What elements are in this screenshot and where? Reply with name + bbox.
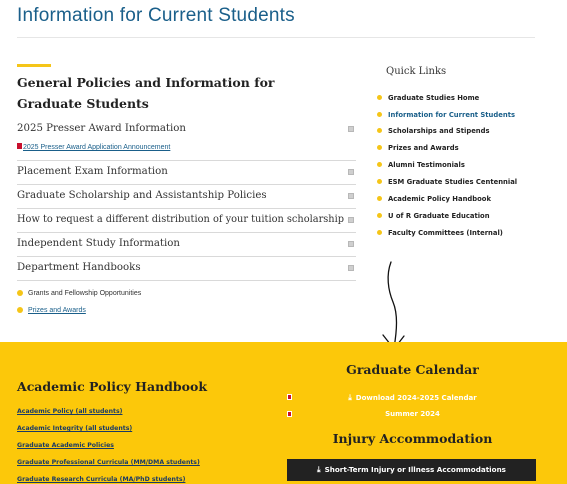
quick-link-alumni[interactable]: [377, 161, 465, 169]
download-calendar-link[interactable]: [288, 393, 537, 403]
accordion-item-label: Independent Study Information: [17, 238, 180, 249]
bullet-icon: [377, 128, 382, 133]
bullet-icon: [377, 179, 382, 184]
download-icon: ⤓: [348, 393, 352, 402]
policy-link-academic-policy[interactable]: Academic Policy (all students): [17, 408, 123, 415]
quick-link-label: U of R Graduate Education: [388, 212, 490, 220]
heading-accent-bar: [17, 64, 51, 67]
bullet-icon: [377, 162, 382, 167]
quick-link-label: Graduate Studies Home: [388, 94, 480, 102]
bullet-icon: [377, 230, 382, 235]
quick-link-label: Faculty Committees (Internal): [388, 229, 503, 237]
accordion-item-label: Placement Exam Information: [17, 166, 168, 177]
quick-link-ur-graduate-education[interactable]: [377, 212, 490, 220]
academic-policy-heading: Academic Policy Handbook: [17, 379, 207, 394]
policy-link-academic-integrity[interactable]: Academic Integrity (all students): [17, 425, 133, 432]
accordion-item-label: How to request a different distribution of your tuition scholarship: [17, 214, 345, 225]
bullet-icon: [377, 112, 382, 117]
bullet-icon: [377, 145, 382, 150]
prizes-link[interactable]: [17, 307, 86, 314]
quick-link-label: Academic Policy Handbook: [388, 195, 491, 203]
injury-accommodations-button[interactable]: [287, 459, 536, 481]
expand-toggle-icon[interactable]: [348, 126, 354, 132]
policy-link-professional-curricula[interactable]: Graduate Professional Curricula (MM/DMA students): [17, 459, 200, 466]
accordion-item-label: 2025 Presser Award Information: [17, 123, 186, 134]
expand-toggle-icon[interactable]: [348, 169, 354, 175]
graduate-calendar-heading: Graduate Calendar: [346, 362, 479, 377]
quick-link-policy-handbook[interactable]: [377, 195, 491, 203]
bullet-icon: [377, 196, 382, 201]
pdf-icon: [17, 143, 22, 149]
accordion-item-department-handbooks[interactable]: [17, 257, 356, 281]
accordion-item-placement-exam[interactable]: [17, 161, 356, 185]
bullet-icon: [17, 307, 23, 313]
quick-link-label: Prizes and Awards: [388, 144, 459, 152]
quick-link-label: Information for Current Students: [388, 111, 516, 119]
grants-link[interactable]: [17, 290, 141, 297]
quick-link-scholarships[interactable]: [377, 127, 490, 135]
quick-link-faculty-committees[interactable]: [377, 229, 503, 237]
page-title: Information for Current Students: [17, 5, 295, 26]
injury-accommodation-heading: Injury Accommodation: [332, 431, 493, 446]
quick-link-centennial[interactable]: [377, 178, 517, 186]
quick-link-label: Scholarships and Stipends: [388, 127, 490, 135]
quick-link-prizes[interactable]: [377, 144, 459, 152]
injury-accommodations-label: Short-Term Injury or Illness Accommodations: [324, 465, 506, 474]
presser-announcement-link[interactable]: [17, 143, 170, 151]
download-calendar-label: Download 2024-2025 Calendar: [355, 394, 477, 402]
expand-toggle-icon[interactable]: [348, 193, 354, 199]
quick-links-heading: Quick Links: [386, 66, 447, 77]
download-icon: ⤓: [317, 465, 321, 474]
summer-calendar-link[interactable]: Summer 2024: [385, 410, 440, 418]
accordion-item-label: Department Handbooks: [17, 262, 141, 273]
policy-link-research-curricula[interactable]: Graduate Research Curricula (MA/PhD students): [17, 476, 186, 483]
accordion-item-tuition-distribution[interactable]: [17, 209, 356, 233]
quick-link-current-students[interactable]: [377, 111, 515, 119]
title-divider: [17, 37, 535, 38]
accordion-item-presser-award[interactable]: [17, 119, 356, 161]
accordion-item-independent-study[interactable]: [17, 233, 356, 257]
quick-link-graduate-studies-home[interactable]: [377, 94, 479, 102]
bullet-icon: [377, 95, 382, 100]
expand-toggle-icon[interactable]: [348, 265, 354, 271]
expand-toggle-icon[interactable]: [348, 241, 354, 247]
accordion-item-label: Graduate Scholarship and Assistantship Policies: [17, 190, 267, 201]
expand-toggle-icon[interactable]: [348, 217, 354, 223]
prizes-link-label: Prizes and Awards: [28, 307, 86, 314]
bullet-icon: [377, 213, 382, 218]
presser-announcement-label: 2025 Presser Award Application Announcement: [23, 144, 171, 151]
grants-link-label: Grants and Fellowship Opportunities: [28, 290, 142, 297]
bullet-icon: [17, 290, 23, 296]
quick-link-label: ESM Graduate Studies Centennial: [388, 178, 518, 186]
accordion-item-scholarship-policies[interactable]: [17, 185, 356, 209]
section-heading: General Policies and Information for Graduate Students: [17, 75, 275, 111]
policy-link-graduate-academic[interactable]: Graduate Academic Policies: [17, 442, 114, 449]
quick-link-label: Alumni Testimonials: [388, 161, 465, 169]
